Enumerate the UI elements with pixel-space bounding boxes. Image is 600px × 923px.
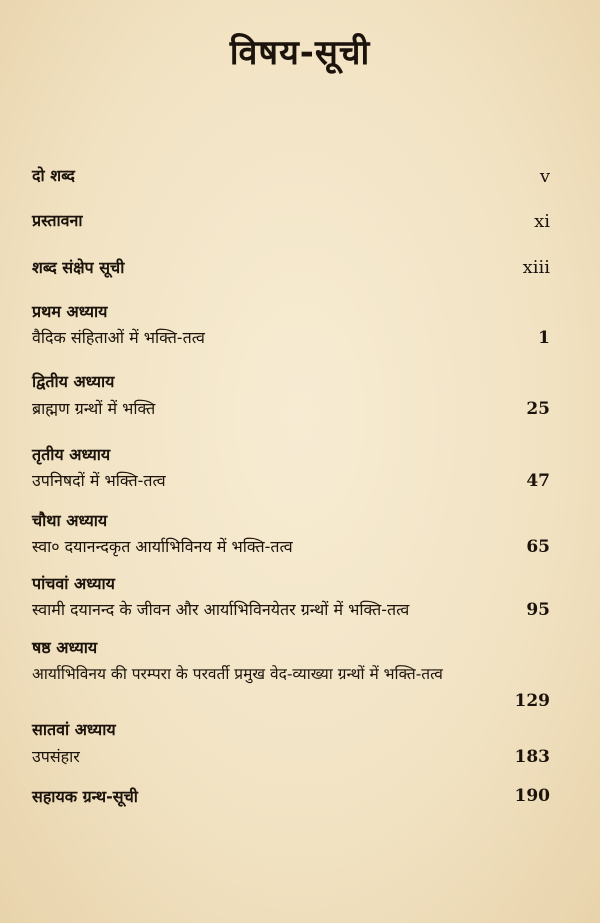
toc-heading: द्वितीय अध्याय [32, 372, 115, 391]
toc-page-number: v [539, 166, 550, 187]
toc-heading: सातवां अध्याय [32, 720, 116, 739]
toc-heading: प्रस्तावना [32, 211, 83, 230]
toc-page-number: 65 [526, 537, 550, 557]
toc-subtitle: वैदिक संहिताओं में भक्ति-तत्व [32, 328, 205, 347]
toc-page-number: 183 [514, 747, 550, 767]
toc-page-number: 25 [526, 399, 550, 419]
page-title: विषय-सूची [229, 33, 371, 73]
toc-subtitle: उपनिषदों में भक्ति-तत्व [32, 471, 166, 490]
toc-heading: पांचवां अध्याय [32, 574, 115, 593]
toc-subtitle: ब्राह्मण ग्रन्थों में भक्ति [32, 399, 156, 418]
toc-page-number: 190 [514, 786, 550, 806]
toc-page-number: xiii [522, 257, 550, 278]
toc-page-number: 95 [526, 600, 550, 620]
toc-page-number: xi [534, 211, 550, 232]
toc-heading: चौथा अध्याय [32, 511, 108, 530]
toc-heading: शब्द संक्षेप सूची [32, 258, 125, 277]
toc-heading: तृतीय अध्याय [32, 445, 111, 464]
toc-heading: दो शब्द [32, 166, 75, 185]
toc-page-number: 1 [538, 328, 550, 348]
toc-subtitle: आर्याभिविनय की परम्परा के परवर्ती प्रमुख वेद-व्याख्या ग्रन्थों में भक्ति-तत्व [32, 665, 443, 683]
toc-heading: प्रथम अध्याय [32, 302, 108, 321]
toc-heading: सहायक ग्रन्थ-सूची [32, 787, 138, 806]
toc-page-number: 129 [514, 691, 550, 711]
toc-subtitle: स्वा० दयानन्दकृत आर्याभिविनय में भक्ति-तत्व [32, 537, 293, 556]
toc-subtitle: उपसंहार [32, 747, 80, 766]
toc-page-number: 47 [526, 471, 550, 491]
toc-subtitle: स्वामी दयानन्द के जीवन और आर्याभिविनयेतर ग्रन्थों में भक्ति-तत्व [32, 600, 410, 619]
toc-heading: षष्ठ अध्याय [32, 638, 98, 657]
